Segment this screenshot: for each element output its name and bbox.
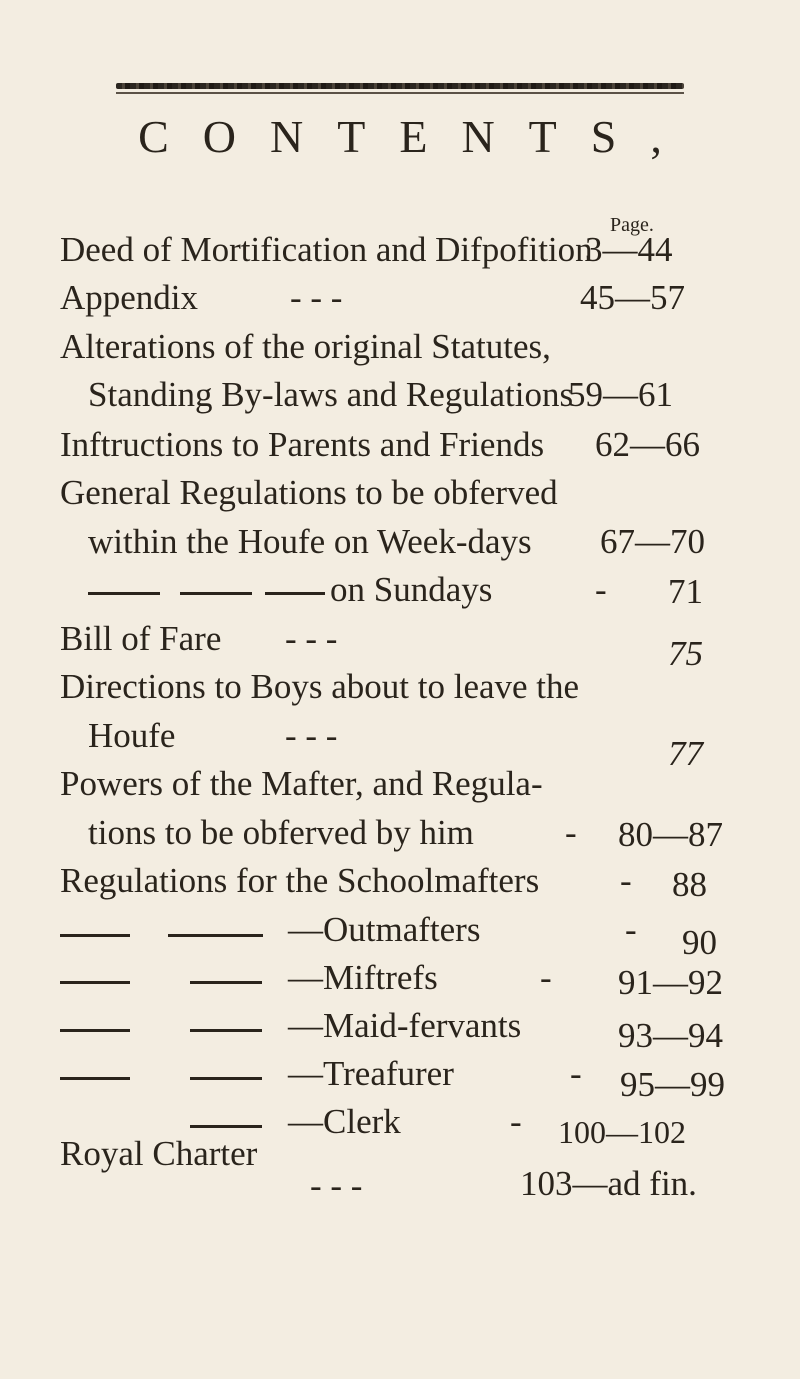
- entry-powers: Powers of the Mafter, and Regula-: [60, 764, 543, 803]
- entry-schoolmasters-dashes: -: [620, 861, 632, 900]
- entry-bill-of-fare-dashes: - - -: [285, 619, 338, 658]
- entry-royal-charter: Royal Charter: [60, 1134, 258, 1173]
- ditto-dash: [168, 934, 263, 937]
- entry-outmasters-dashes: -: [625, 910, 637, 949]
- entry-schoolmasters: Regulations for the Schoolmafters: [60, 861, 540, 900]
- ditto-dash: [60, 934, 130, 937]
- entry-directions: Directions to Boys about to leave the: [60, 667, 580, 706]
- entry-tions: tions to be obferved by him: [88, 813, 474, 852]
- entry-mistress: —Miftrefs: [288, 958, 438, 997]
- entry-bylaws: Standing By-laws and Regulations: [88, 375, 574, 414]
- entry-houfe-pages: 77: [668, 734, 703, 773]
- entry-weekdays: within the Houfe on Week-days: [88, 522, 532, 561]
- entry-schoolmasters-pages: 88: [672, 865, 707, 904]
- entry-maid-servants-pages: 93—94: [618, 1016, 723, 1055]
- ditto-dash: [180, 592, 252, 595]
- ditto-dash: [190, 1029, 262, 1032]
- ditto-dash: [60, 981, 130, 984]
- ditto-dash: [60, 1029, 130, 1032]
- entry-treasurer: —Treafurer: [288, 1054, 454, 1093]
- entry-appendix-pages: 45—57: [580, 278, 685, 317]
- entry-general-regulations: General Regulations to be obferved: [60, 473, 558, 512]
- entry-houfe: Houfe: [88, 716, 176, 755]
- entry-outmasters: —Outmafters: [288, 910, 481, 949]
- entry-treasurer-dashes: -: [570, 1054, 582, 1093]
- entry-bylaws-pages: 59—61: [568, 375, 673, 414]
- entry-tions-dashes: -: [565, 813, 577, 852]
- ditto-dash: [190, 1077, 262, 1080]
- header-rule: [116, 92, 684, 94]
- entry-houfe-dashes: - - -: [285, 716, 338, 755]
- entry-deed-pages: 3—44: [585, 230, 673, 269]
- entry-tions-pages: 80—87: [618, 815, 723, 854]
- page-column-label: Page.: [610, 214, 654, 236]
- entry-bill-of-fare: Bill of Fare: [60, 619, 222, 658]
- entry-sundays-dashes: -: [595, 570, 607, 609]
- entry-sundays-pages: 71: [668, 572, 703, 611]
- entry-deed: Deed of Mortification and Difpofition: [60, 230, 593, 269]
- entry-maid-servants: —Maid-fervants: [288, 1006, 522, 1045]
- entry-outmasters-pages: 90: [682, 923, 717, 962]
- entry-sundays: on Sundays: [330, 570, 493, 609]
- ditto-dash: [190, 981, 262, 984]
- entry-bill-of-fare-pages: 75: [668, 634, 703, 673]
- entry-mistress-pages: 91—92: [618, 963, 723, 1002]
- ditto-dash: [88, 592, 160, 595]
- entry-royal-charter-dashes: - - -: [310, 1166, 363, 1205]
- entry-mistress-dashes: -: [540, 958, 552, 997]
- entry-appendix: Appendix: [60, 278, 199, 317]
- entry-instructions: Inftructions to Parents and Friends: [60, 425, 545, 464]
- ditto-dash: [265, 592, 325, 595]
- entry-clerk-pages: 100—102: [558, 1114, 686, 1150]
- header-ornament: [116, 83, 684, 89]
- ditto-dash: [190, 1125, 262, 1128]
- entry-royal-charter-pages: 103—ad fin.: [520, 1164, 697, 1203]
- entry-weekdays-pages: 67—70: [600, 522, 705, 561]
- entry-alterations: Alterations of the original Statutes,: [60, 327, 551, 366]
- entry-appendix-dashes: - - -: [290, 278, 343, 317]
- entry-clerk-dashes: -: [510, 1102, 522, 1141]
- entry-instructions-pages: 62—66: [595, 425, 700, 464]
- entry-clerk: —Clerk: [288, 1102, 401, 1141]
- ditto-dash: [60, 1077, 130, 1080]
- page-title: CONTENTS,: [138, 111, 696, 162]
- entry-treasurer-pages: 95—99: [620, 1065, 725, 1104]
